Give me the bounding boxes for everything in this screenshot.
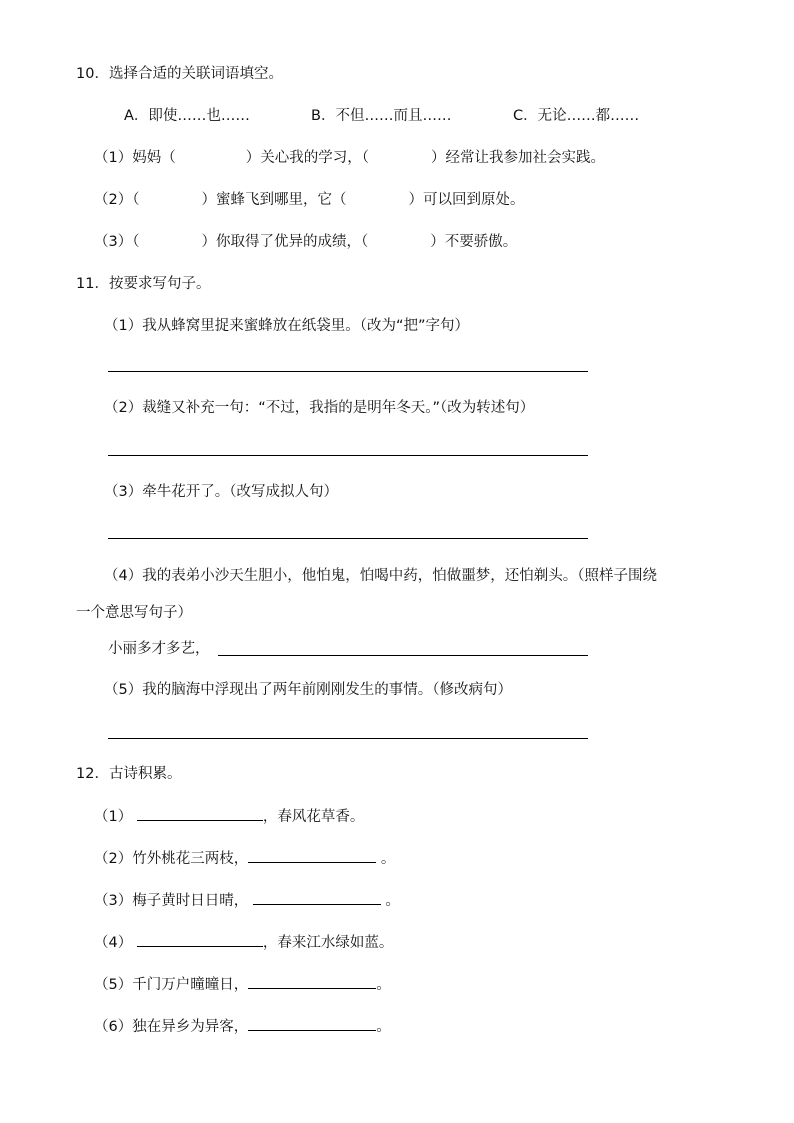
q12-item-after: 。 — [376, 1019, 391, 1035]
answer-blank[interactable] — [137, 806, 263, 821]
q11-item-number: （2） — [104, 400, 143, 416]
answer-blank[interactable] — [248, 848, 376, 863]
q10-item-2 — [94, 190, 524, 210]
q12-item-number: （4） — [94, 935, 133, 951]
q10-item-1 — [94, 148, 605, 168]
answer-blank[interactable] — [248, 974, 376, 989]
q10-item-text: 妈妈（ — [132, 150, 176, 166]
q11-item-2 — [104, 398, 534, 418]
q10-item-text: ）不要骄傲。 — [430, 234, 518, 250]
q10-item-number: （3） — [94, 234, 133, 250]
q10-item-number: （1） — [94, 150, 133, 166]
q11-item-number: （1） — [104, 318, 143, 334]
q12-item-1 — [94, 806, 364, 827]
q12-item-before: 竹外桃花三两枝， — [132, 851, 249, 867]
q12-item-2 — [94, 848, 395, 869]
q11-item-text: 裁缝又补充一句：“不过，我指的是明年冬天。”（改为转述句） — [142, 400, 535, 416]
q11-item-number: （5） — [104, 682, 143, 698]
q10-item-text: （ — [132, 192, 140, 208]
q11-item-text: 我的表弟小沙天生胆小，他怕鬼，怕喝中药，怕做噩梦，还怕剃头。（照样子围绕 — [142, 568, 657, 584]
q11-item-number: （3） — [104, 484, 143, 500]
q11-item-number: （4） — [104, 568, 143, 584]
q12-item-5 — [94, 974, 391, 995]
q10-title: 10．选择合适的关联词语填空。 — [76, 66, 283, 82]
answer-line[interactable] — [108, 371, 588, 372]
q11-item-text: 牵牛花开了。（改写成拟人句） — [142, 484, 338, 500]
answer-blank[interactable] — [137, 932, 263, 947]
q10-item-text: （ — [132, 234, 140, 250]
q12-item-after: ，春来江水绿如蓝。 — [262, 935, 394, 951]
answer-line[interactable] — [108, 455, 588, 456]
q12-item-number: （6） — [94, 1019, 133, 1035]
answer-blank[interactable] — [253, 890, 381, 905]
q12-item-3 — [94, 890, 400, 911]
q12-item-after: 。 — [376, 977, 391, 993]
answer-line[interactable] — [108, 738, 588, 739]
q10-item-text: ）可以回到原处。 — [408, 192, 525, 208]
q12-item-before: 千门万户曈曈日， — [132, 977, 249, 993]
q11-item-3 — [104, 482, 338, 502]
q11-title: 11．按要求写句子。 — [76, 276, 211, 292]
q12-item-after: ，春风花草香。 — [262, 809, 365, 825]
q11-item-1 — [104, 316, 469, 336]
q11-item-4-continued: 一个意思写句子） — [76, 605, 192, 621]
q11-item-5 — [104, 680, 512, 700]
answer-blank[interactable] — [248, 1016, 376, 1031]
q10-item-text: ）关心我的学习，（ — [245, 150, 369, 166]
q10-item-number: （2） — [94, 192, 133, 208]
q12-item-before: 独在异乡为异客， — [132, 1019, 249, 1035]
q12-item-after: 。 — [380, 893, 400, 909]
answer-line[interactable] — [218, 655, 588, 656]
q12-item-number: （5） — [94, 977, 133, 993]
q11-item-text: 我从蜂窝里捉来蜜蜂放在纸袋里。（改为“把”字句） — [142, 318, 470, 334]
q10-option-b: B．不但……而且…… — [311, 108, 452, 124]
q12-item-6 — [94, 1016, 391, 1037]
q12-item-number: （1） — [94, 809, 133, 825]
q10-item-3 — [94, 232, 517, 252]
q10-option-a: A．即使……也…… — [124, 108, 250, 124]
q12-item-before: 梅子黄时日日晴， — [132, 893, 249, 909]
q10-item-text: ）经常让我参加社会实践。 — [430, 150, 605, 166]
q11-item-4 — [104, 566, 657, 586]
q10-option-c: C．无论……都…… — [513, 108, 640, 124]
q12-item-4 — [94, 932, 393, 953]
q11-item-text: 我的脑海中浮现出了两年前刚刚发生的事情。（修改病句） — [142, 682, 512, 698]
q11-item-4-example-prefix: 小丽多才多艺， — [108, 641, 210, 657]
q12-title: 12．古诗积累。 — [76, 766, 182, 782]
q12-item-number: （3） — [94, 893, 133, 909]
q12-item-after: 。 — [376, 851, 396, 867]
q10-item-text: ）你取得了优异的成绩，（ — [201, 234, 369, 250]
answer-line[interactable] — [108, 538, 588, 539]
q10-item-text: ）蜜蜂飞到哪里，它（ — [201, 192, 347, 208]
q12-item-number: （2） — [94, 851, 133, 867]
